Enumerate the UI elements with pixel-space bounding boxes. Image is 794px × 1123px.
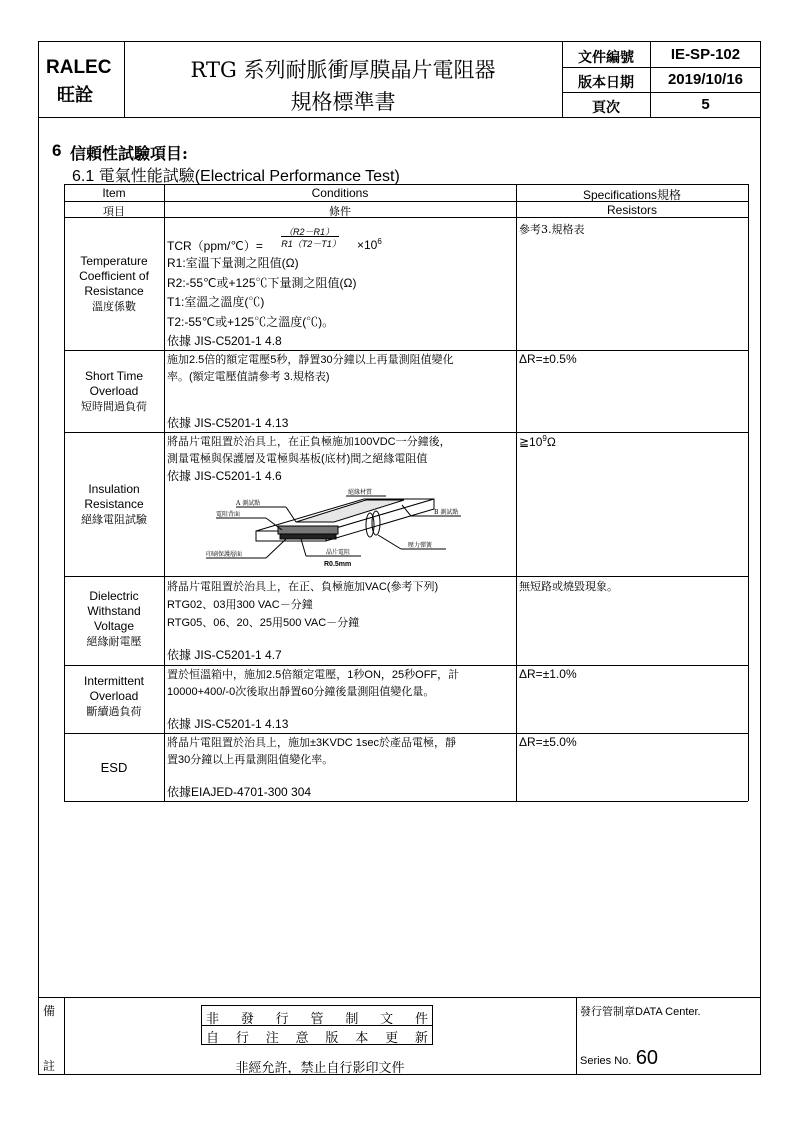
subsection-title: 6.1 電氣性能試驗(Electrical Performance Test) [72, 168, 400, 185]
page-number: 5 [701, 96, 710, 113]
row-io-conditions [167, 667, 517, 701]
row-dwv-conditions [167, 578, 517, 632]
control-stamp-line-2 [206, 1027, 428, 1046]
row-esd-basis: 依據EIAJED-4701-300 304 [167, 785, 312, 799]
footer-top-rule [38, 997, 761, 998]
condition-line: R1:室溫下量測之阻值(Ω) [167, 256, 299, 270]
insulation-test-diagram [196, 486, 486, 574]
series-label: Series No. [580, 1055, 632, 1067]
row-esd-conditions [167, 735, 517, 769]
diagram-leader-spring2 [378, 535, 401, 549]
issuer-stamp-label: 發行管制章DATA Center. [580, 1006, 701, 1018]
stamp-char: 自 [206, 1031, 220, 1046]
item-line: 絕緣電阻試驗 [81, 513, 147, 526]
row-tcr-spec: 參考3.規格表 [519, 223, 585, 236]
col-header-spec-en: Specifications規格 [582, 188, 682, 202]
condition-line: RTG05、06、20、25用500 VAC－分鐘 [167, 617, 360, 629]
item-line: Overload [89, 384, 139, 398]
row-io-item [64, 674, 164, 719]
row-dwv-spec: 無短路或燒毀現象。 [519, 580, 618, 593]
doc-number-label: 文件編號 [578, 50, 634, 66]
header-row-rule-1 [562, 67, 761, 68]
table-row-rule-4 [64, 665, 748, 666]
remark-label-top: 備 [43, 1004, 56, 1018]
ir-spec-exp: 9 [542, 434, 547, 443]
section-number: 6 [52, 141, 62, 160]
stamp-char: 行 [235, 1031, 249, 1046]
row-ir-spec [519, 434, 556, 449]
stamp-char: 更 [385, 1031, 399, 1046]
stamp-char: 制 [345, 1012, 359, 1027]
table-top-rule [64, 184, 748, 185]
stamp-char: 管 [310, 1012, 324, 1027]
row-tcr-item [64, 254, 164, 314]
version-date-label: 版本日期 [578, 75, 634, 91]
condition-line: 將晶片電阻置於治具上，在正負極施加100VDC一分鐘後， [167, 436, 451, 448]
col-header-item-zh: 項目 [103, 205, 125, 218]
tcr-formula-mult [357, 237, 382, 252]
item-line: Withstand [87, 604, 141, 618]
stamp-char: 新 [414, 1031, 428, 1046]
copy-restriction-notice: 非經允許，禁止自行影印文件 [235, 1061, 405, 1076]
row-esd-item [64, 760, 164, 775]
condition-line: 測量電極與保護層及電極與基板(底材)間之絕緣電阻值 [167, 453, 428, 465]
series-value: 60 [635, 1047, 659, 1069]
ir-spec-unit: Ω [546, 435, 556, 449]
stamp-char: 版 [325, 1031, 339, 1046]
diagram-leader-print2 [266, 539, 286, 558]
stamp-char: 文 [380, 1012, 394, 1027]
condition-line: RTG02、03用300 VAC－分鐘 [167, 599, 313, 611]
item-line: Temperature [80, 254, 148, 268]
diagram-label-insulation: 絕緣材質 [348, 489, 373, 496]
series-number [580, 1047, 658, 1070]
diagram-leader-chip2 [301, 539, 306, 556]
remark-label-bottom: 註 [43, 1059, 56, 1073]
company-name-en: RALEC [46, 57, 112, 78]
condition-line: 依據 JIS-C5201-1 4.6 [167, 469, 282, 483]
item-line: 絕緣耐電壓 [86, 635, 142, 648]
item-line: Intermittent [83, 674, 145, 688]
condition-line: 將晶片電阻置於治具上，施加±3KVDC 1sec於產品電極，靜 [167, 737, 457, 749]
table-col-divider-2 [516, 184, 517, 801]
item-line: 短時間過負荷 [81, 400, 147, 413]
row-sto-item [64, 369, 164, 414]
condition-line: R2:-55℃或+125℃下量測之阻值(Ω) [167, 275, 357, 290]
tcr-formula-denominator: R1（T2－T1） [281, 239, 341, 249]
diagram-leader-a2 [286, 507, 296, 522]
diagram-label-radius: R0.5mm [324, 561, 352, 568]
control-stamp-line-1 [206, 1008, 428, 1027]
row-sto-spec: ΔR=±0.5% [519, 352, 577, 366]
stamp-char: 件 [414, 1012, 428, 1027]
item-line: Dielectric [89, 589, 139, 603]
tcr-mult-base: ×10 [357, 238, 378, 252]
row-sto-basis: 依據 JIS-C5201-1 4.13 [167, 416, 289, 430]
condition-line: T2:-55℃或+125℃之溫度(℃)。 [167, 314, 335, 329]
header-divider-1 [124, 41, 125, 117]
row-ir-conditions [167, 434, 517, 485]
control-stamp-box [201, 1005, 433, 1045]
row-dwv-item [64, 589, 164, 649]
table-row-rule-2 [64, 432, 748, 433]
section-title: 信頼性試驗項目: [70, 144, 188, 163]
row-io-spec: ΔR=±1.0% [519, 667, 577, 681]
stamp-char: 注 [265, 1031, 279, 1046]
tcr-formula-numerator: （R2－R1） [283, 227, 334, 237]
table-row-rule-3 [64, 576, 748, 577]
header-row-rule-2 [562, 92, 761, 93]
condition-line: 依據 JIS-C5201-1 4.8 [167, 334, 282, 348]
col-header-spec-zh: Resistors [606, 203, 657, 217]
stamp-char: 本 [355, 1031, 369, 1046]
stamp-char: 非 [206, 1012, 220, 1027]
tcr-formula-lhs: TCR（ppm/℃）= [167, 239, 263, 253]
condition-line: 置30分鐘以上再量測阻值變化率。 [167, 754, 334, 766]
row-sto-conditions [167, 352, 517, 386]
condition-line: 施加2.5倍的額定電壓5秒，靜置30分鐘以上再量測阻值變化 [167, 354, 454, 366]
col-header-conditions-en: Conditions [311, 186, 369, 200]
item-line: Resistance [84, 284, 144, 298]
item-line: Overload [89, 689, 139, 703]
item-line: Resistance [84, 497, 144, 511]
ir-spec-base: ≧10 [519, 435, 543, 449]
table-right-edge [748, 184, 749, 801]
document-title: RTG 系列耐脈衝厚膜晶片電阻器 [190, 58, 496, 82]
col-header-item-en: Item [102, 186, 126, 200]
row-tcr-conditions [167, 254, 512, 352]
item-line: 斷續過負荷 [86, 705, 142, 718]
table-bottom-rule [64, 801, 748, 802]
doc-number: IE-SP-102 [670, 46, 741, 63]
row-dwv-basis: 依據 JIS-C5201-1 4.7 [167, 648, 282, 662]
diagram-label-a: A 測試點 [236, 500, 261, 507]
item-line: Voltage [93, 619, 135, 633]
row-io-basis: 依據 JIS-C5201-1 4.13 [167, 717, 289, 731]
item-line: Coefficient of [79, 269, 149, 283]
diagram-label-chip: 晶片電阻 [326, 549, 351, 556]
diagram-chip-electrode [280, 534, 336, 539]
page-label: 頁次 [592, 100, 620, 116]
footer-divider-2 [576, 997, 577, 1075]
col-header-conditions-zh: 條件 [329, 205, 351, 218]
version-date: 2019/10/16 [667, 71, 744, 88]
condition-line: 將晶片電阻置於治具上，在正、負極施加VAC(參考下列) [167, 581, 439, 593]
condition-line: 10000+400/-0次後取出靜置60分鐘後量測阻值變化量。 [167, 686, 435, 698]
document-subtitle: 規格標準書 [290, 90, 396, 114]
condition-line: 率。(額定電壓值請參考 3.規格表) [167, 371, 330, 383]
stamp-char: 行 [275, 1012, 289, 1027]
table-row-rule-5 [64, 733, 748, 734]
item-line: 溫度係數 [92, 300, 136, 313]
header-bottom-rule [38, 117, 761, 118]
diagram-label-b: B 測試點 [434, 509, 459, 516]
row-ir-item [64, 482, 164, 527]
item-line: Short Time [84, 369, 144, 383]
item-line: Insulation [88, 482, 140, 496]
item-line: ESD [100, 760, 128, 775]
row-esd-spec: ΔR=±5.0% [519, 735, 577, 749]
diagram-label-electrode: 電阻背面 [216, 511, 241, 518]
diagram-label-print: 印刷保護層面 [206, 551, 243, 558]
diagram-label-spring: 壓力彈簧 [408, 542, 433, 549]
condition-line: 置於恒溫箱中，施加2.5倍額定電壓，1秒ON，25秒OFF，計 [167, 669, 460, 681]
stamp-char: 發 [240, 1012, 254, 1027]
table-col-divider-1 [164, 184, 165, 801]
stamp-char: 意 [295, 1031, 309, 1046]
company-name-zh: 旺詮 [57, 85, 93, 106]
condition-line: T1:室溫之溫度(℃) [167, 295, 265, 309]
tcr-mult-exp: 6 [377, 237, 382, 246]
diagram-chip [278, 526, 338, 534]
